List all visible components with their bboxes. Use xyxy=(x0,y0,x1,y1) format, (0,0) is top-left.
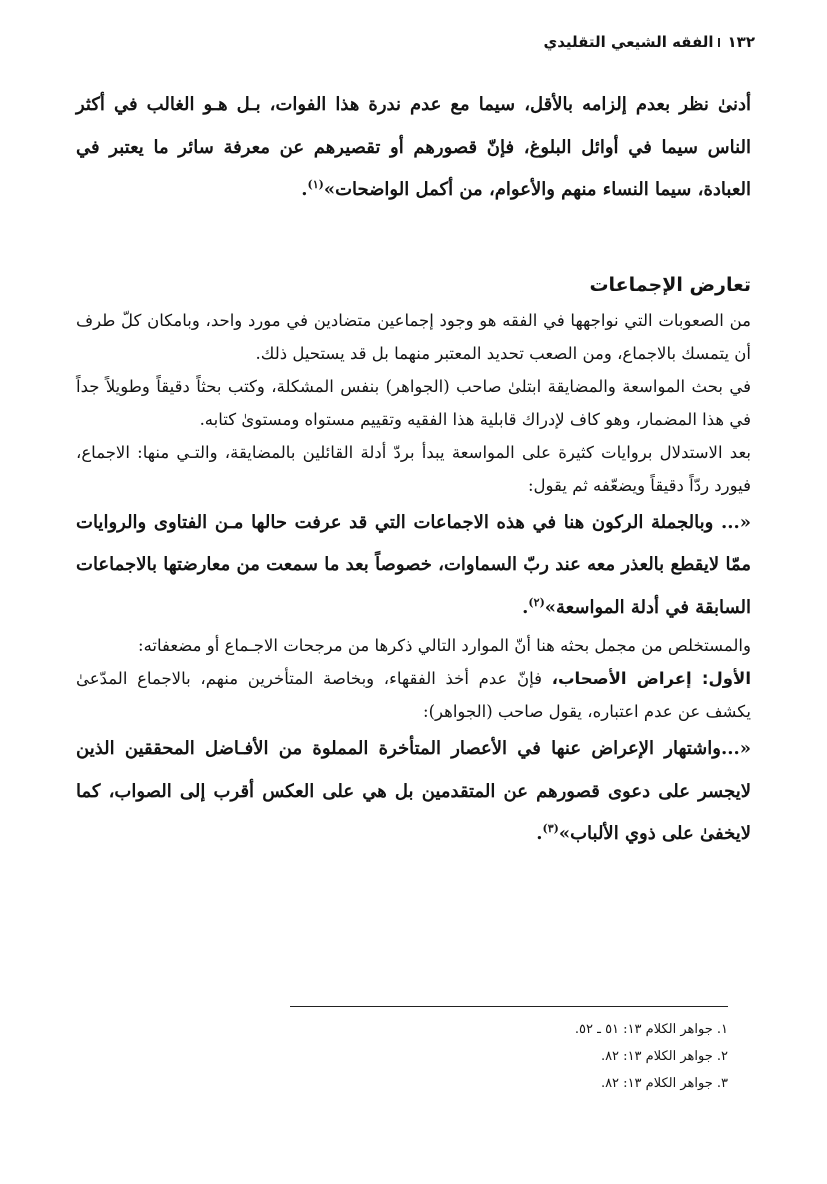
footnote-ref-1: (١) xyxy=(307,178,324,191)
quote-3-text: «...واشتهار الإعراض عنها في الأعصار المتأخرة المملوة من الأفـاضل المحققين الذين لايجسر على دعوى قصورهم عن المتقدمين بل هي على العكس أقرب إلى الصواب، كما لايخفىٰ على ذوي الألباب» xyxy=(76,738,751,844)
paragraph-5-lead: الأول: إعراض الأصحاب، xyxy=(551,669,751,688)
paragraph-2: في بحث المواسعة والمضايقة ابتلىٰ صاحب (الجواهر) بنفس المشكلة، وكتب بحثاً دقيقاً وطويلاً جداً في هذا المضمار، وهو كاف لإدراك قابلية هذا الفقيه وتقييم مستواه ومستوىٰ كتابه. xyxy=(76,376,751,429)
quote-2-text: «... وبالجملة الركون هنا في هذه الاجماعات التي قد عرفت حالها مـن الفتاوى والروايات ممّا لايقطع بالعذر معه عند ربّ السماوات، خصوصاً بعد ما سمعت من معارضتها بالاجماعات السابقة في أدلة المواسعة» xyxy=(76,511,751,618)
opening-quote-text: أدنىٰ نظر بعدم إلزامه بالأقل، سيما مع عدم ندرة هذا الفوات، بـل هـو الغالب في أكثر الناس سيما في أوائل البلوغ، فإنّ قصورهم أو تقصيرهم عن معرفة سائر ما يعتبر في العبادة، سيما النساء منهم والأعوام، من أكمل الواضحات» xyxy=(76,94,751,200)
paragraph-4: والمستخلص من مجمل بحثه هنا أنّ الموارد التالي ذكرها من مرجحات الاجـماع أو مضعفاته: xyxy=(138,636,751,655)
running-header xyxy=(543,28,755,56)
footnote-1: ١. جواهر الكلام ١٣: ٥١ ـ ٥٢. xyxy=(574,1022,728,1037)
paragraph-5-text: فإنّ عدم أخذ الفقهاء، وبخاصة المتأخرين منهم، بالاجماع المدّعىٰ يكشف عن عدم اعتباره، يقول صاحب (الجواهر): xyxy=(76,669,751,721)
paragraph-3: بعد الاستدلال بروايات كثيرة على المواسعة يبدأ بردّ أدلة القائلين بالمضايقة، والتـي منها: الاجماع، فيورد ردّاً دقيقاً ويضعّفه ثم يقول: xyxy=(76,442,751,495)
footnote-ref-2: (٢) xyxy=(528,595,545,609)
footnote-divider xyxy=(290,1006,728,1007)
opening-quote: أدنىٰ نظر بعدم إلزامه بالأقل، سيما مع عدم ندرة هذا الفوات، بـل هـو الغالب في أكثر الناس سيما في أوائل البلوغ، فإنّ قصورهم أو تقصيرهم عن معرفة سائر ما يعتبر في العبادة، سيما النساء منهم والأعوام، من أكمل الواضحات»$^{(١)}$. xyxy=(76,94,751,200)
page-number: ١٣٢ xyxy=(727,33,755,51)
page-body xyxy=(76,84,751,856)
quote-2: «... وبالجملة الركون هنا في هذه الاجماعات التي قد عرفت حالها مـن الفتاوى والروايات ممّا لايقطع بالعذر معه عند ربّ السماوات، خصوصاً بعد ما سمعت من معارضتها بالاجماعات السابقة في أدلة المواسعة»$^{(٢)}$. xyxy=(76,511,751,618)
square-separator-icon xyxy=(718,38,720,47)
footnotes xyxy=(300,1016,728,1097)
quote-3: «...واشتهار الإعراض عنها في الأعصار المتأخرة المملوة من الأفـاضل المحققين الذين لايجسر على دعوى قصورهم عن المتقدمين بل هي على العكس أقرب إلى الصواب، كما لايخفىٰ على ذوي الألباب»$^{(٣)}$. xyxy=(76,738,751,844)
paragraph-5 xyxy=(76,662,751,728)
paragraph-1: من الصعوبات التي نواجهها في الفقه هو وجود إجماعين متضادين في مورد واحد، وبامكان كلّ طرف أن يتمسك بالاجماع، ومن الصعب تحديد المعتبر منهما بل قد يستحيل ذلك. xyxy=(76,310,751,363)
footnote-3: ٣. جواهر الكلام ١٣: ٨٢. xyxy=(600,1076,728,1091)
footnote-ref-3: (٣) xyxy=(542,822,559,835)
footnote-2: ٢. جواهر الكلام ١٣: ٨٢. xyxy=(600,1049,728,1064)
book-title: الفقه الشيعي التقليدي xyxy=(543,33,714,51)
section-heading: تعارض الإجماعات xyxy=(589,273,751,296)
